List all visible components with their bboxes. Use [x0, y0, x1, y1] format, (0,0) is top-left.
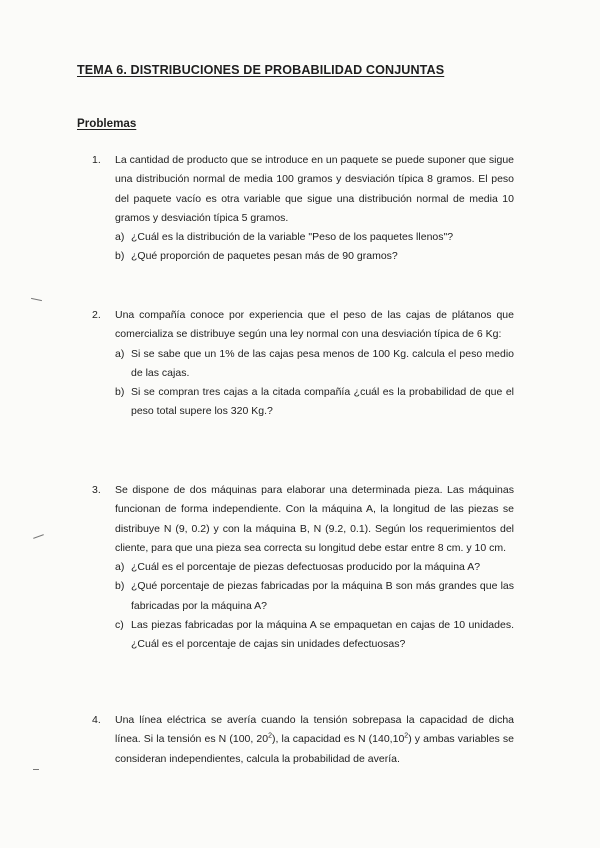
part-text: ¿Cuál es el porcentaje de piezas defectuosas producido por la máquina A? [131, 561, 481, 574]
problem-number: 3. [92, 484, 101, 496]
part-letter: b) [115, 250, 125, 263]
part-letter: c) [115, 619, 124, 632]
problem-3 [92, 481, 514, 655]
exponent: 2 [268, 732, 272, 740]
problem-statement: Una compañía conoce por experiencia que el peso de las cajas de plátanos que comercializa se distribuye según una ley normal con una desviación típica de 6 Kg: [115, 309, 514, 341]
part-letter: a) [115, 231, 125, 244]
problem-part [115, 247, 514, 266]
part-text: ¿Cuál es la distribución de la variable "Peso de los paquetes llenos"? [131, 231, 454, 244]
problem-number: 1. [92, 154, 101, 166]
part-letter: a) [115, 347, 125, 360]
statement-text: Una línea eléctrica se avería cuando la tensión sobrepasa la capacidad de dicha línea. Si la tensión es N (100, 20 [115, 714, 514, 746]
part-text: ¿Qué proporción de paquetes pesan más de 90 gramos? [131, 250, 398, 263]
problem-part [115, 228, 514, 247]
page-title: TEMA 6. DISTRIBUCIONES DE PROBABILIDAD CONJUNTAS [77, 63, 445, 77]
problem-part [115, 558, 514, 577]
statement-text: ) y ambas variables se consideran independientes, calcula la probabilidad de avería. [115, 733, 514, 765]
scan-mark [31, 298, 42, 301]
problem-number: 4. [92, 714, 101, 726]
problem-part [115, 577, 514, 616]
problem-statement: La cantidad de producto que se introduce en un paquete se puede suponer que sigue una distribución normal de media 100 gramos y desviación típica 8 gramos. El peso del paquete vacío es otra variable que sigue una distribución normal de media 10 gramos y desviación típica 5 gramos. [115, 154, 514, 224]
scan-mark [33, 769, 39, 770]
problem-part [115, 383, 514, 422]
exponent: 2 [404, 732, 409, 740]
problem-part [115, 345, 514, 384]
part-text: Si se sabe que un 1% de las cajas pesa menos de 100 Kg. calcula el peso medio de las cajas. [131, 347, 514, 379]
problem-number: 2. [92, 309, 101, 321]
part-letter: b) [115, 580, 125, 593]
part-letter: b) [115, 386, 125, 399]
problem-part [115, 616, 514, 655]
part-letter: a) [115, 561, 125, 574]
problem-2 [92, 306, 514, 422]
part-text: ¿Qué porcentaje de piezas fabricadas por la máquina B son más grandes que las fabricadas por la máquina A? [131, 580, 514, 612]
problem-4 [92, 711, 514, 769]
scan-mark [33, 534, 44, 539]
part-text: Las piezas fabricadas por la máquina A se empaquetan en cajas de 10 unidades. ¿Cuál es el porcentaje de cajas sin unidades defectuosas? [131, 619, 514, 651]
section-heading: Problemas [77, 117, 137, 130]
problem-statement [115, 711, 514, 769]
statement-text: ), la capacidad es N (140,10 [272, 733, 405, 746]
part-text: Si se compran tres cajas a la citada compañía ¿cuál es la probabilidad de que el peso total supere los 320 Kg.? [131, 386, 514, 418]
problem-statement: Se dispone de dos máquinas para elaborar una determinada pieza. Las máquinas funcionan de forma independiente. Con la máquina A, la longitud de las piezas se distribuye N (9, 0.2) y con la máquina B, N (9.2, 0.1). Según los requerimientos del cliente, para que una pieza sea correcta su longitud debe estar entre 8 cm. y 10 cm. [115, 484, 514, 554]
problem-1 [92, 151, 514, 267]
